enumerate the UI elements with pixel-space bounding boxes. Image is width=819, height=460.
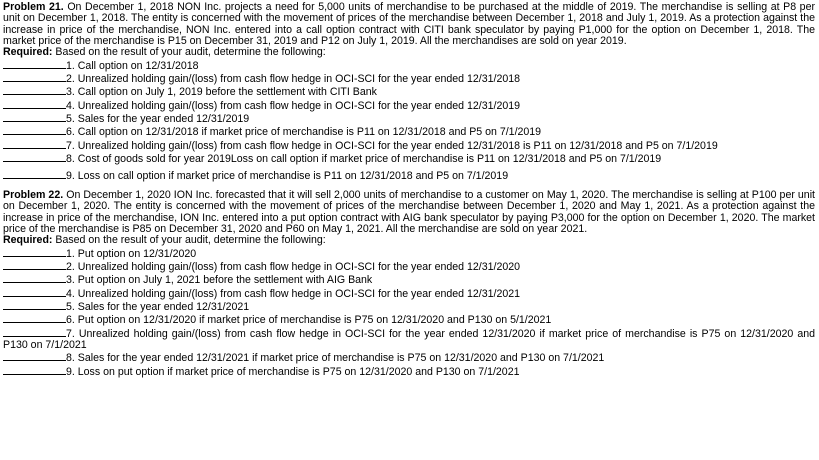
answer-blank[interactable] (3, 365, 66, 375)
problem-21-item (3, 125, 815, 138)
problem-21-item (3, 72, 815, 85)
problem-21-item (3, 99, 815, 112)
answer-blank[interactable] (3, 287, 66, 297)
problem-21-text: On December 1, 2018 NON Inc. projects a need for 5,000 units of merchandise to be purchased at the middle of 2019. The merchandise is selling at P8 per unit on December 1, 2018. The entity is concerned with the movement of prices of the merchandise between December 1, 2018 and July 1, 2019. As a protection against the increase in price of the merchandise, NON Inc. entered into a call option contract with CITI bank speculator by paying P1,000 for the option on December 1, 2018. The market price of the merchandise is P15 on December 31, 2019 and P12 on July 1, 2019. All the merchandises are sold on year 2019. (3, 1, 815, 48)
problem-21-items (3, 59, 815, 183)
answer-blank[interactable] (3, 72, 66, 82)
problem-22-required (3, 235, 815, 246)
answer-blank[interactable] (3, 85, 66, 95)
item-text: 1. Call option on 12/31/2018 (66, 59, 199, 72)
problem-21-item (3, 152, 815, 165)
problem-21-label: Problem 21. (3, 1, 64, 13)
problem-22-label: Problem 22. (3, 188, 64, 201)
item-text: 2. Unrealized holding gain/(loss) from cash flow hedge in OCI-SCI for the year ended 12/31/2018 (66, 73, 521, 86)
item-text: 5. Sales for the year ended 12/31/2019 (66, 113, 250, 126)
item-text: 9. Loss on put option if market price of merchandise is P75 on 12/31/2020 and P130 on 7/1/2021 (66, 365, 520, 378)
item-text: 9. Loss on call option if market price of merchandise is P11 on 12/31/2018 and P5 on 7/1/2019 (66, 170, 509, 183)
answer-blank[interactable] (3, 99, 66, 109)
answer-blank[interactable] (3, 327, 66, 337)
answer-blank[interactable] (3, 300, 66, 310)
problem-22-item (3, 260, 815, 273)
problem-22-item (3, 313, 815, 326)
problem-22-item (3, 365, 815, 378)
item-text: 7. Unrealized holding gain/(loss) from cash flow hedge in OCI-SCI for the year ended 12/31/2020 if market price of merchandise is P75 on 12/31/2020 and P130 on 7/1/2021 (3, 327, 815, 351)
answer-blank[interactable] (3, 169, 66, 179)
item-text: 7. Unrealized holding gain/(loss) from cash flow hedge in OCI-SCI for the year ended 12/31/2018 is P11 on 12/31/2018 and P5 on 7/1/2019 (66, 139, 718, 152)
item-text: 3. Call option on July 1, 2019 before the settlement with CITI Bank (66, 86, 377, 99)
item-text: 4. Unrealized holding gain/(loss) from cash flow hedge in OCI-SCI for the year ended 12/31/2021 (66, 287, 521, 300)
problem-21-required-label: Required: (3, 46, 53, 59)
answer-blank[interactable] (3, 260, 66, 270)
item-text: 5. Sales for the year ended 12/31/2021 (66, 300, 250, 313)
problem-22-items (3, 247, 815, 378)
item-text: 4. Unrealized holding gain/(loss) from cash flow hedge in OCI-SCI for the year ended 12/31/2019 (66, 99, 521, 112)
problem-22-text: On December 1, 2020 ION Inc. forecasted that it will sell 2,000 units of merchandise to a customer on May 1, 2020. The merchandise is selling at P100 per unit on December 1, 2020. The entity is concerned with the movement of prices of the merchandise between December 1, 2020 and May 1, 2021. As a protection against the increase in price of the merchandise, ION Inc. entered into a put option contract with AIG bank speculator by paying P3,000 for the option on December 1, 2020. The market price of the merchandise is P85 on December 31, 2020 and P60 on May 1, 2021. All the merchandise are sold on year 2021. (3, 188, 815, 235)
answer-blank[interactable] (3, 152, 66, 162)
item-text: 2. Unrealized holding gain/(loss) from cash flow hedge in OCI-SCI for the year ended 12/31/2020 (66, 260, 521, 273)
answer-blank[interactable] (3, 313, 66, 323)
answer-blank[interactable] (3, 125, 66, 135)
problem-21-item (3, 85, 815, 98)
problem-21-item (3, 139, 815, 152)
problem-22-item (3, 247, 815, 260)
item-text: 6. Call option on 12/31/2018 if market price of merchandise is P11 on 12/31/2018 and P5 on 7/1/2019 (66, 126, 542, 139)
problem-21-item (3, 59, 815, 72)
problem-22-item (3, 287, 815, 300)
problem-22-item (3, 300, 815, 313)
item-text: 1. Put option on 12/31/2020 (66, 247, 197, 260)
item-text: 8. Sales for the year ended 12/31/2021 if market price of merchandise is P75 on 12/31/2020 and P130 on 7/1/2021 (66, 352, 605, 365)
answer-blank[interactable] (3, 273, 66, 283)
answer-blank[interactable] (3, 139, 66, 149)
answer-blank[interactable] (3, 112, 66, 122)
problem-21-item (3, 112, 815, 125)
problem-22-required-text: Based on the result of your audit, determine the following: (52, 234, 326, 247)
problem-21-statement (3, 2, 815, 47)
answer-blank[interactable] (3, 59, 66, 69)
problem-22-item (3, 273, 815, 286)
problem-21-required-text: Based on the result of your audit, determine the following: (52, 46, 326, 59)
problem-22-required-label: Required: (3, 234, 53, 247)
problem-22-statement (3, 190, 815, 235)
problem-21-required (3, 47, 815, 58)
problem-22-item (3, 327, 815, 352)
answer-blank[interactable] (3, 247, 66, 257)
answer-blank[interactable] (3, 351, 66, 361)
problem-22-item (3, 351, 815, 364)
item-text: 6. Put option on 12/31/2020 if market price of merchandise is P75 on 12/31/2020 and P130 on 5/1/2021 (66, 314, 552, 327)
item-text: 3. Put option on July 1, 2021 before the settlement with AIG Bank (66, 274, 373, 287)
problem-21-item (3, 169, 815, 182)
item-text: 8. Cost of goods sold for year 2019Loss on call option if market price of merchandise is P11 on 12/31/2018 and P5 on 7/1/2019 (66, 153, 662, 166)
